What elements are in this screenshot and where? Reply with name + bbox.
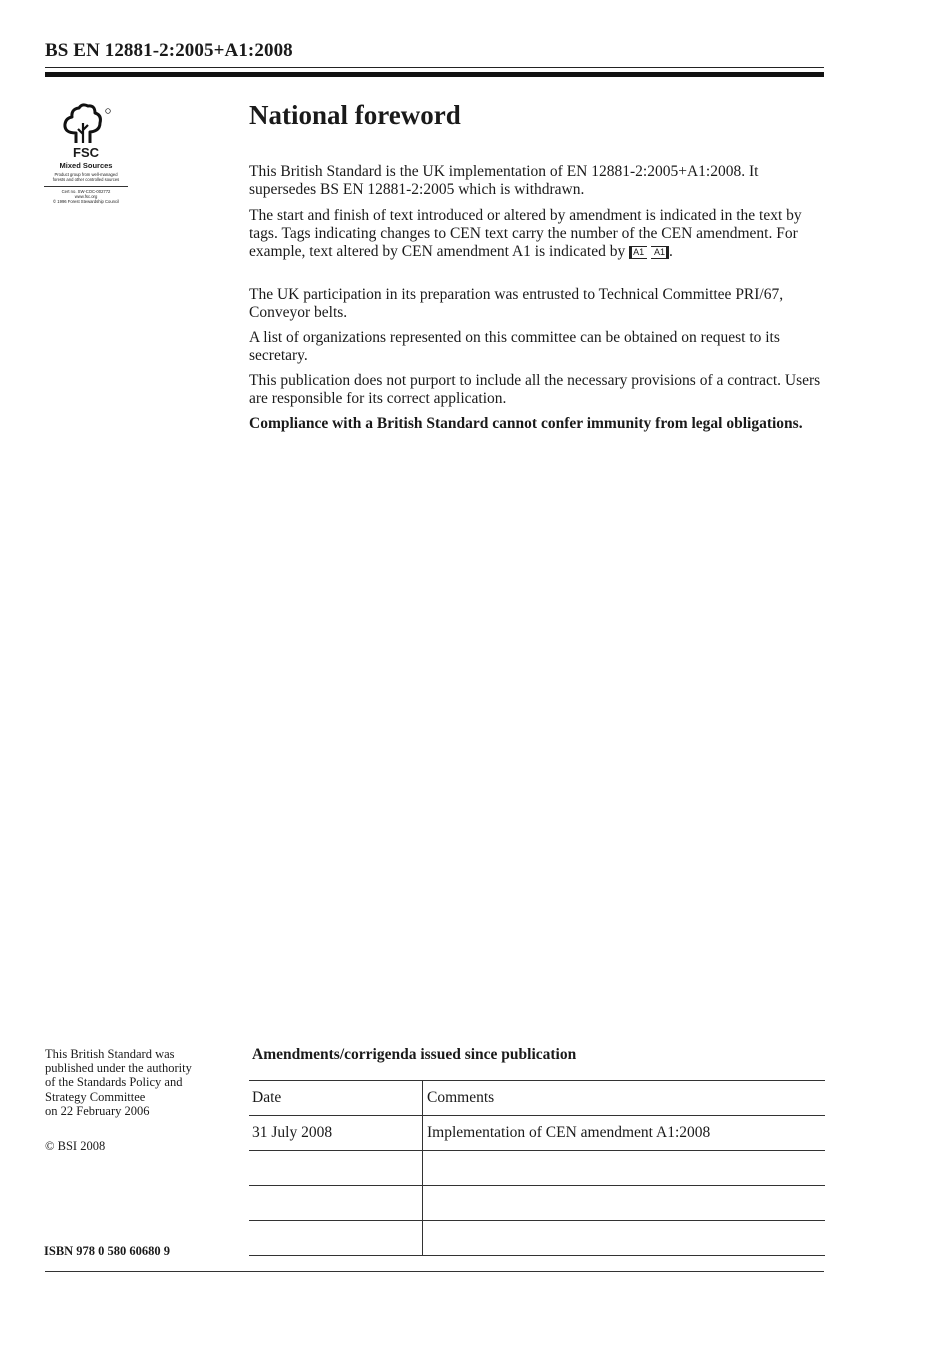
footer-rule	[45, 1271, 824, 1272]
table-cell-comments	[423, 1186, 826, 1221]
foreword-paragraph-5: This publication does not purport to include all the necessary provisions of a contract. Users are responsible for its correct application.	[249, 372, 821, 407]
paragraph-2-end: .	[668, 243, 673, 260]
fsc-logo	[38, 103, 134, 213]
fsc-title: FSC	[73, 145, 99, 160]
copyright: © BSI 2008	[45, 1139, 106, 1153]
table-row	[249, 1116, 825, 1151]
table-row	[249, 1186, 825, 1221]
fsc-desc-line1: Product group from well-managed	[54, 172, 118, 177]
fsc-url: www.fsc.org	[74, 194, 98, 199]
table-cell-date: 31 July 2008	[249, 1116, 423, 1151]
foreword-paragraph-2	[249, 207, 825, 261]
column-header-date: Date	[249, 1081, 423, 1116]
foreword-paragraph-1: This British Standard is the UK implementation of EN 12881-2:2005+A1:2008. It supersedes BS EN 12881-2:2005 which is withdrawn.	[249, 163, 759, 198]
header-rule-thin	[45, 67, 824, 68]
fsc-council: © 1996 Forest Stewardship Council	[53, 199, 119, 204]
fsc-cert: Cert no. SW-COC-002772	[61, 189, 111, 194]
amendment-start-tag-icon: A1	[629, 246, 647, 259]
fsc-mixed-sources: Mixed Sources	[59, 161, 113, 170]
amendments-heading: Amendments/corrigenda issued since publication	[252, 1046, 577, 1063]
tree-icon	[38, 103, 134, 147]
table-cell-comments	[423, 1221, 826, 1256]
table-cell-date	[249, 1186, 423, 1221]
table-row	[249, 1221, 825, 1256]
publication-note-line: on 22 February 2006	[45, 1103, 150, 1118]
foreword-paragraph-3: The UK participation in its preparation was entrusted to Technical Committee PRI/67, Conveyor belts.	[249, 286, 784, 321]
paragraph-2-text: The start and finish of text introduced or altered by amendment is indicated in the text by tags. Tags indicating changes to CEN text carry the number of the CEN amendment. For example, text altered by CEN amendment A1 is indicated by	[249, 207, 802, 260]
publication-note-line: This British Standard was	[45, 1047, 175, 1061]
table-cell-comments: Implementation of CEN amendment A1:2008	[423, 1116, 826, 1151]
publication-note-line: of the Standards Policy and	[45, 1075, 183, 1090]
column-header-comments: Comments	[423, 1081, 826, 1116]
fsc-divider	[44, 186, 128, 187]
header-rule-thick	[45, 72, 824, 77]
amendment-end-tag-icon: A1	[651, 246, 669, 259]
fsc-desc-line2: forests and other controlled sources	[52, 177, 120, 182]
isbn: ISBN 978 0 580 60680 9	[44, 1244, 171, 1258]
table-header-row	[249, 1081, 825, 1116]
publication-note-line: Strategy Committee	[45, 1089, 146, 1104]
publication-note	[45, 1047, 230, 1118]
table-cell-comments	[423, 1151, 826, 1186]
compliance-statement: Compliance with a British Standard cannot confer immunity from legal obligations.	[249, 415, 803, 432]
table-cell-date	[249, 1151, 423, 1186]
page-title: National foreword	[249, 100, 461, 130]
table-cell-date	[249, 1221, 423, 1256]
document-id: BS EN 12881-2:2005+A1:2008	[45, 40, 293, 61]
foreword-paragraph-4: A list of organizations represented on this committee can be obtained on request to its secretary.	[249, 329, 780, 364]
table-row	[249, 1151, 825, 1186]
amendments-table	[249, 1080, 825, 1256]
publication-note-line: published under the authority	[45, 1061, 192, 1076]
